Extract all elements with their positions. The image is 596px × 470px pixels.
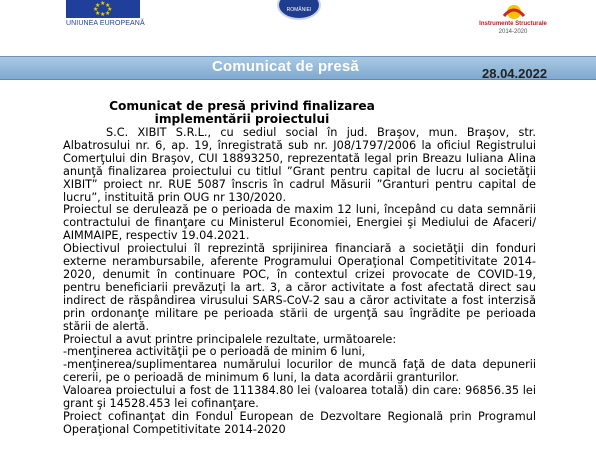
- eu-label: UNIUNEA EUROPEANĂ: [66, 20, 145, 27]
- release-date: 28.04.2022: [482, 66, 548, 81]
- government-emblem-icon: [277, 0, 321, 20]
- government-emblem-label: ROMÂNIEI: [286, 7, 312, 13]
- structural-instruments-icon: [500, 2, 528, 20]
- paragraph-results-intro: Proiectul a avut printre principalele rezultate, următoarele:: [63, 332, 397, 346]
- eu-flag-icon: ★ ★ ★ ★ ★ ★ ★ ★: [66, 0, 140, 18]
- paragraph-result-activity: -menţinerea activităţii pe o perioadă de minim 6 luni,: [63, 345, 366, 359]
- logo-bar: [0, 0, 596, 46]
- paragraph-objective: Obiectivul proiectului îl reprezintă sprijinirea financiară a societăţii din fonduri externe nerambursabile, aferente Programului Operaţional Competitivitate 2014-2020, denumit în continuare POC, în contextul crizei provocate de COVID-19, pentru beneficiarii prevăzuţi la art. 3, a căror activitate a fost afectată direct sau indirect de răspândirea virusului SARS-CoV-2 sau a căror activitate a fost interzisă prin ordonanţe militare pe perioada stării de urgenţă sau îngrădite pe perioada stării de alertă.: [63, 242, 536, 333]
- paragraph-company: S.C. XIBIT S.R.L., cu sediul social în jud. Braşov, mun. Braşov, str. Albatrosului nr. 6, ap. 19, înregistrată sub nr. J08/1797/2006 la oficiul Registrului Comerţului din Braşov, CUI 18893250, reprezentată legal prin Breazu Iuliana Alina anunţă finalizarea proiectului cu titlul ”Grant pentru capital de lucru al societăţii XIBIT” proiect nr. RUE 5087 înscris în cadrul Măsurii ”Granturi pentru capital de lucru”, instituită prin OUG nr 130/2020.: [63, 126, 536, 204]
- document-body: [63, 127, 536, 437]
- eu-logo: [66, 0, 145, 27]
- paragraph-value: Valoarea proiectului a fost de 111384.80 lei (valoarea totală) din care: 96856.35 lei grant şi 14528.453 lei cofinanţare.: [63, 384, 536, 411]
- paragraph-duration: Proiectul se derulează pe o perioada de maxim 12 luni, începând cu data semnării contractului de finanţare cu Ministerul Economiei, Energiei şi Mediului de Afaceri/ AIMMAIPE, respectiv 19.04.2021.: [63, 203, 536, 243]
- document-title: Comunicat de presă privind finalizarea implementării proiectului: [109, 99, 375, 126]
- paragraph-cofinancing: Proiect cofinanţat din Fondul European de Dezvoltare Regională prin Programul Operaţional Competitivitate 2014-2020: [63, 409, 536, 436]
- paragraph-result-jobs: -menţinerea/suplimentarea numărului locurilor de muncă faţă de data depunerii cererii, pe o perioadă de minimum 6 luni, la data acordării granturilor.: [63, 358, 536, 385]
- structural-instruments-label: Instrumente Structurale: [479, 21, 547, 27]
- structural-instruments-years: 2014-2020: [498, 29, 528, 35]
- banner-title: Comunicat de presă: [212, 58, 359, 75]
